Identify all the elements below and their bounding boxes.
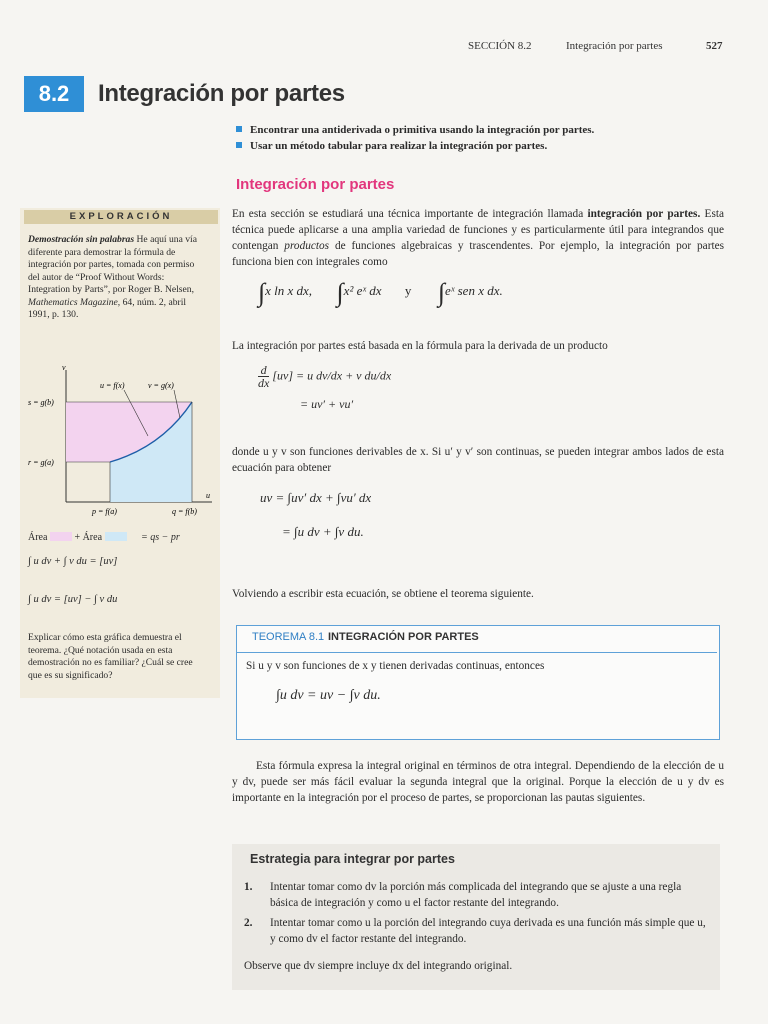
objective-1: Encontrar una antiderivada o primitiva usando la integración por partes. — [236, 124, 594, 136]
graph-label-u: u = f(x) — [100, 381, 125, 390]
intro-paragraph: En esta sección se estudiará una técnica importante de integración llamada integración por partes. Esta técnica puede aplicarse a una amplia variedad de funciones y es particularmente útil para integrandos que contengan productos de funciones algebraicas y trascendentes. Por ejemplo, la integración por partes funciona bien con integrales como — [232, 208, 725, 268]
graph-label-r: r = g(a) — [28, 458, 54, 467]
strategy-title: Estrategia para integrar por partes — [250, 852, 455, 866]
graph-label-q: q = f(b) — [172, 507, 197, 516]
after-paragraph: Esta fórmula expresa la integral original en términos de otra integral. Dependiendo de la elección de u y dv, puede ser más fácil evaluar la segunda integral que la original. Porque la elección de u y dv es importante en la integración por el proceso de partes, se proporcionan las pautas siguientes. — [232, 760, 724, 804]
product-rule-formula: $\frac{d}{dx}$ [uv] = u dv/dx + v du/dx = uv′ + vu′ — [258, 363, 392, 411]
exploration-heading: EXPLORACIÓN — [24, 210, 218, 224]
bullet-square-icon — [236, 142, 242, 148]
exploration-eq-2: ∫ u dv = [uv] − ∫ v du — [28, 594, 118, 605]
section-number-badge: 8.2 — [24, 76, 84, 112]
exploration-intro: Demostración sin palabras He aquí una vía diferente para demostrar la fórmula de integración por partes, tomada con permiso del autor de “Proof Without Words: Integration by Parts”, por Roger B. Nelsen, Mathematics Magazine, 64, núm. 2, abril 1991, p. 130. — [28, 234, 197, 320]
strategy-item-1: 1. Intentar tomar como dv la porción más complicada del integrando que se ajuste a una regla básica de integración y como u el factor restante del integrando. — [244, 881, 682, 909]
example-integrals: ∫x ln x dx, ∫x² eˣ dx y ∫eˣ sen x dx. — [258, 278, 503, 307]
exploration-graph — [24, 362, 220, 522]
exploration-closing: Explicar cómo esta gráfica demuestra el teorema. ¿Qué notación usada en esta demostración no es familiar? ¿Cuál se cree que es su significado? — [28, 632, 193, 681]
area-line: Área + Área = qs − pr — [28, 532, 180, 543]
theorem-formula: ∫u dv = uv − ∫v du. — [276, 688, 381, 703]
exploration-eq-1: ∫ u dv + ∫ v du = [uv] — [28, 556, 118, 567]
theorem-label: TEOREMA 8.1 — [252, 631, 325, 643]
theorem-statement: Si u y v son funciones de x y tienen derivadas continuas, entonces — [246, 660, 545, 672]
graph-label-p: p = f(a) — [92, 507, 117, 516]
integral-equations: uv = ∫uv′ dx + ∫vu′ dx = ∫u dv + ∫v du. — [260, 490, 372, 539]
page-number: 527 — [706, 40, 723, 52]
area-swatch-top — [50, 532, 72, 541]
axis-label-v: v — [62, 363, 66, 372]
section-title: Integración por partes — [98, 80, 345, 107]
theorem-title: INTEGRACIÓN POR PARTES — [328, 631, 479, 643]
product-rule-intro: La integración por partes está basada en la fórmula para la derivada de un producto — [232, 340, 608, 352]
graph-label-v: v = g(x) — [148, 381, 174, 390]
strategy-note: Observe que dv siempre incluye dx del integrando original. — [244, 960, 513, 972]
strategy-item-2: 2. Intentar tomar como u la porción del integrando cuya derivada es una función más simple que u, y como dv el factor restante del integrando. — [244, 917, 706, 945]
volviendo-text: Volviendo a escribir esta ecuación, se obtiene el teorema siguiente. — [232, 588, 534, 600]
graph-label-s: s = g(b) — [28, 398, 54, 407]
running-header-title: Integración por partes — [566, 40, 663, 52]
objective-2: Usar un método tabular para realizar la integración por partes. — [236, 140, 547, 152]
running-header-section: SECCIÓN 8.2 — [468, 40, 532, 52]
donde-paragraph: donde u y v son funciones derivables de x. Si u′ y v′ son continuas, se pueden integrar ambos lados de esta ecuación para obtener — [232, 446, 724, 474]
bullet-square-icon — [236, 126, 242, 132]
area-swatch-bottom — [105, 532, 127, 541]
subheading: Integración por partes — [236, 176, 395, 193]
axis-label-u: u — [206, 491, 210, 500]
